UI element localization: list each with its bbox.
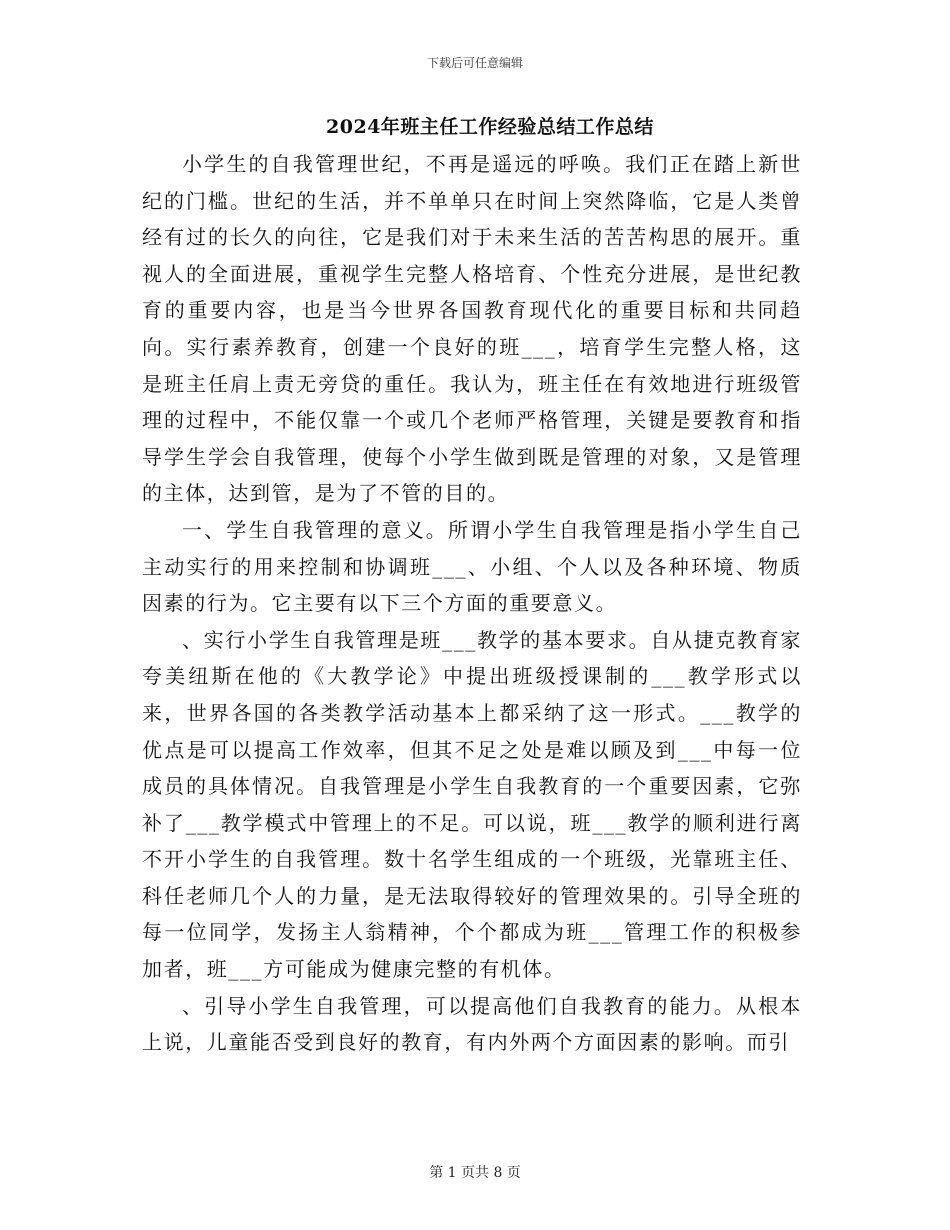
header-note: 下载后可任意编辑	[426, 56, 523, 70]
paragraph: 、实行小学生自我管理是班___教学的基本要求。自从捷克教育家夸美纽斯在他的《大教学论》中提出班级授课制的___教学形式以来，世界各国的各类教学活动基本上都采纳了这一形式。___教学的优点是可以提高工作效率，但其不足之处是难以顾及到___中每一位成员的具体情况。自我管理是小学生自我教育的一个重要因素，它弥补了___教学模式中管理上的不足。可以说，班___教学的顺利进行离不开小学生的自我管理。数十名学生组成的一个班级，光靠班主任、科任老师几个人的力量，是无法取得较好的管理效果的。引导全班的每一位同学，发扬主人翁精神，个个都成为班___管理工作的积极参加者，班___方可能成为健康完整的有机体。	[142, 627, 802, 982]
page-number-footer: 第 1 页共 8 页	[429, 1165, 521, 1181]
paragraph: 一、学生自我管理的意义。所谓小学生自我管理是指小学生自己主动实行的用来控制和协调班___、小组、个人以及各种环境、物质因素的行为。它主要有以下三个方面的重要意义。	[142, 517, 802, 616]
document-title: 2024年班主任工作经验总结工作总结	[326, 116, 654, 138]
paragraph: 小学生的自我管理世纪，不再是遥远的呼唤。我们正在踏上新世纪的门槛。世纪的生活，并不单单只在时间上突然降临，它是人类曾经有过的长久的向往，它是我们对于未来生活的苦苦构思的展开。重视人的全面进展，重视学生完整人格培育、个性充分进展，是世纪教育的重要内容，也是当今世界各国教育现代化的重要目标和共同趋向。实行素养教育，创建一个良好的班___，培育学生完整人格，这是班主任肩上责无旁贷的重任。我认为，班主任在有效地进行班级管理的过程中，不能仅靠一个或几个老师严格管理，关键是要教育和指导学生学会自我管理，使每个小学生做到既是管理的对象，又是管理的主体，达到管，是为了不管的目的。	[142, 152, 802, 506]
paragraph: 、引导小学生自我管理，可以提高他们自我教育的能力。从根本上说，儿童能否受到良好的教育，有内外两个方面因素的影响。而引	[142, 993, 802, 1055]
document-body	[142, 146, 802, 1061]
